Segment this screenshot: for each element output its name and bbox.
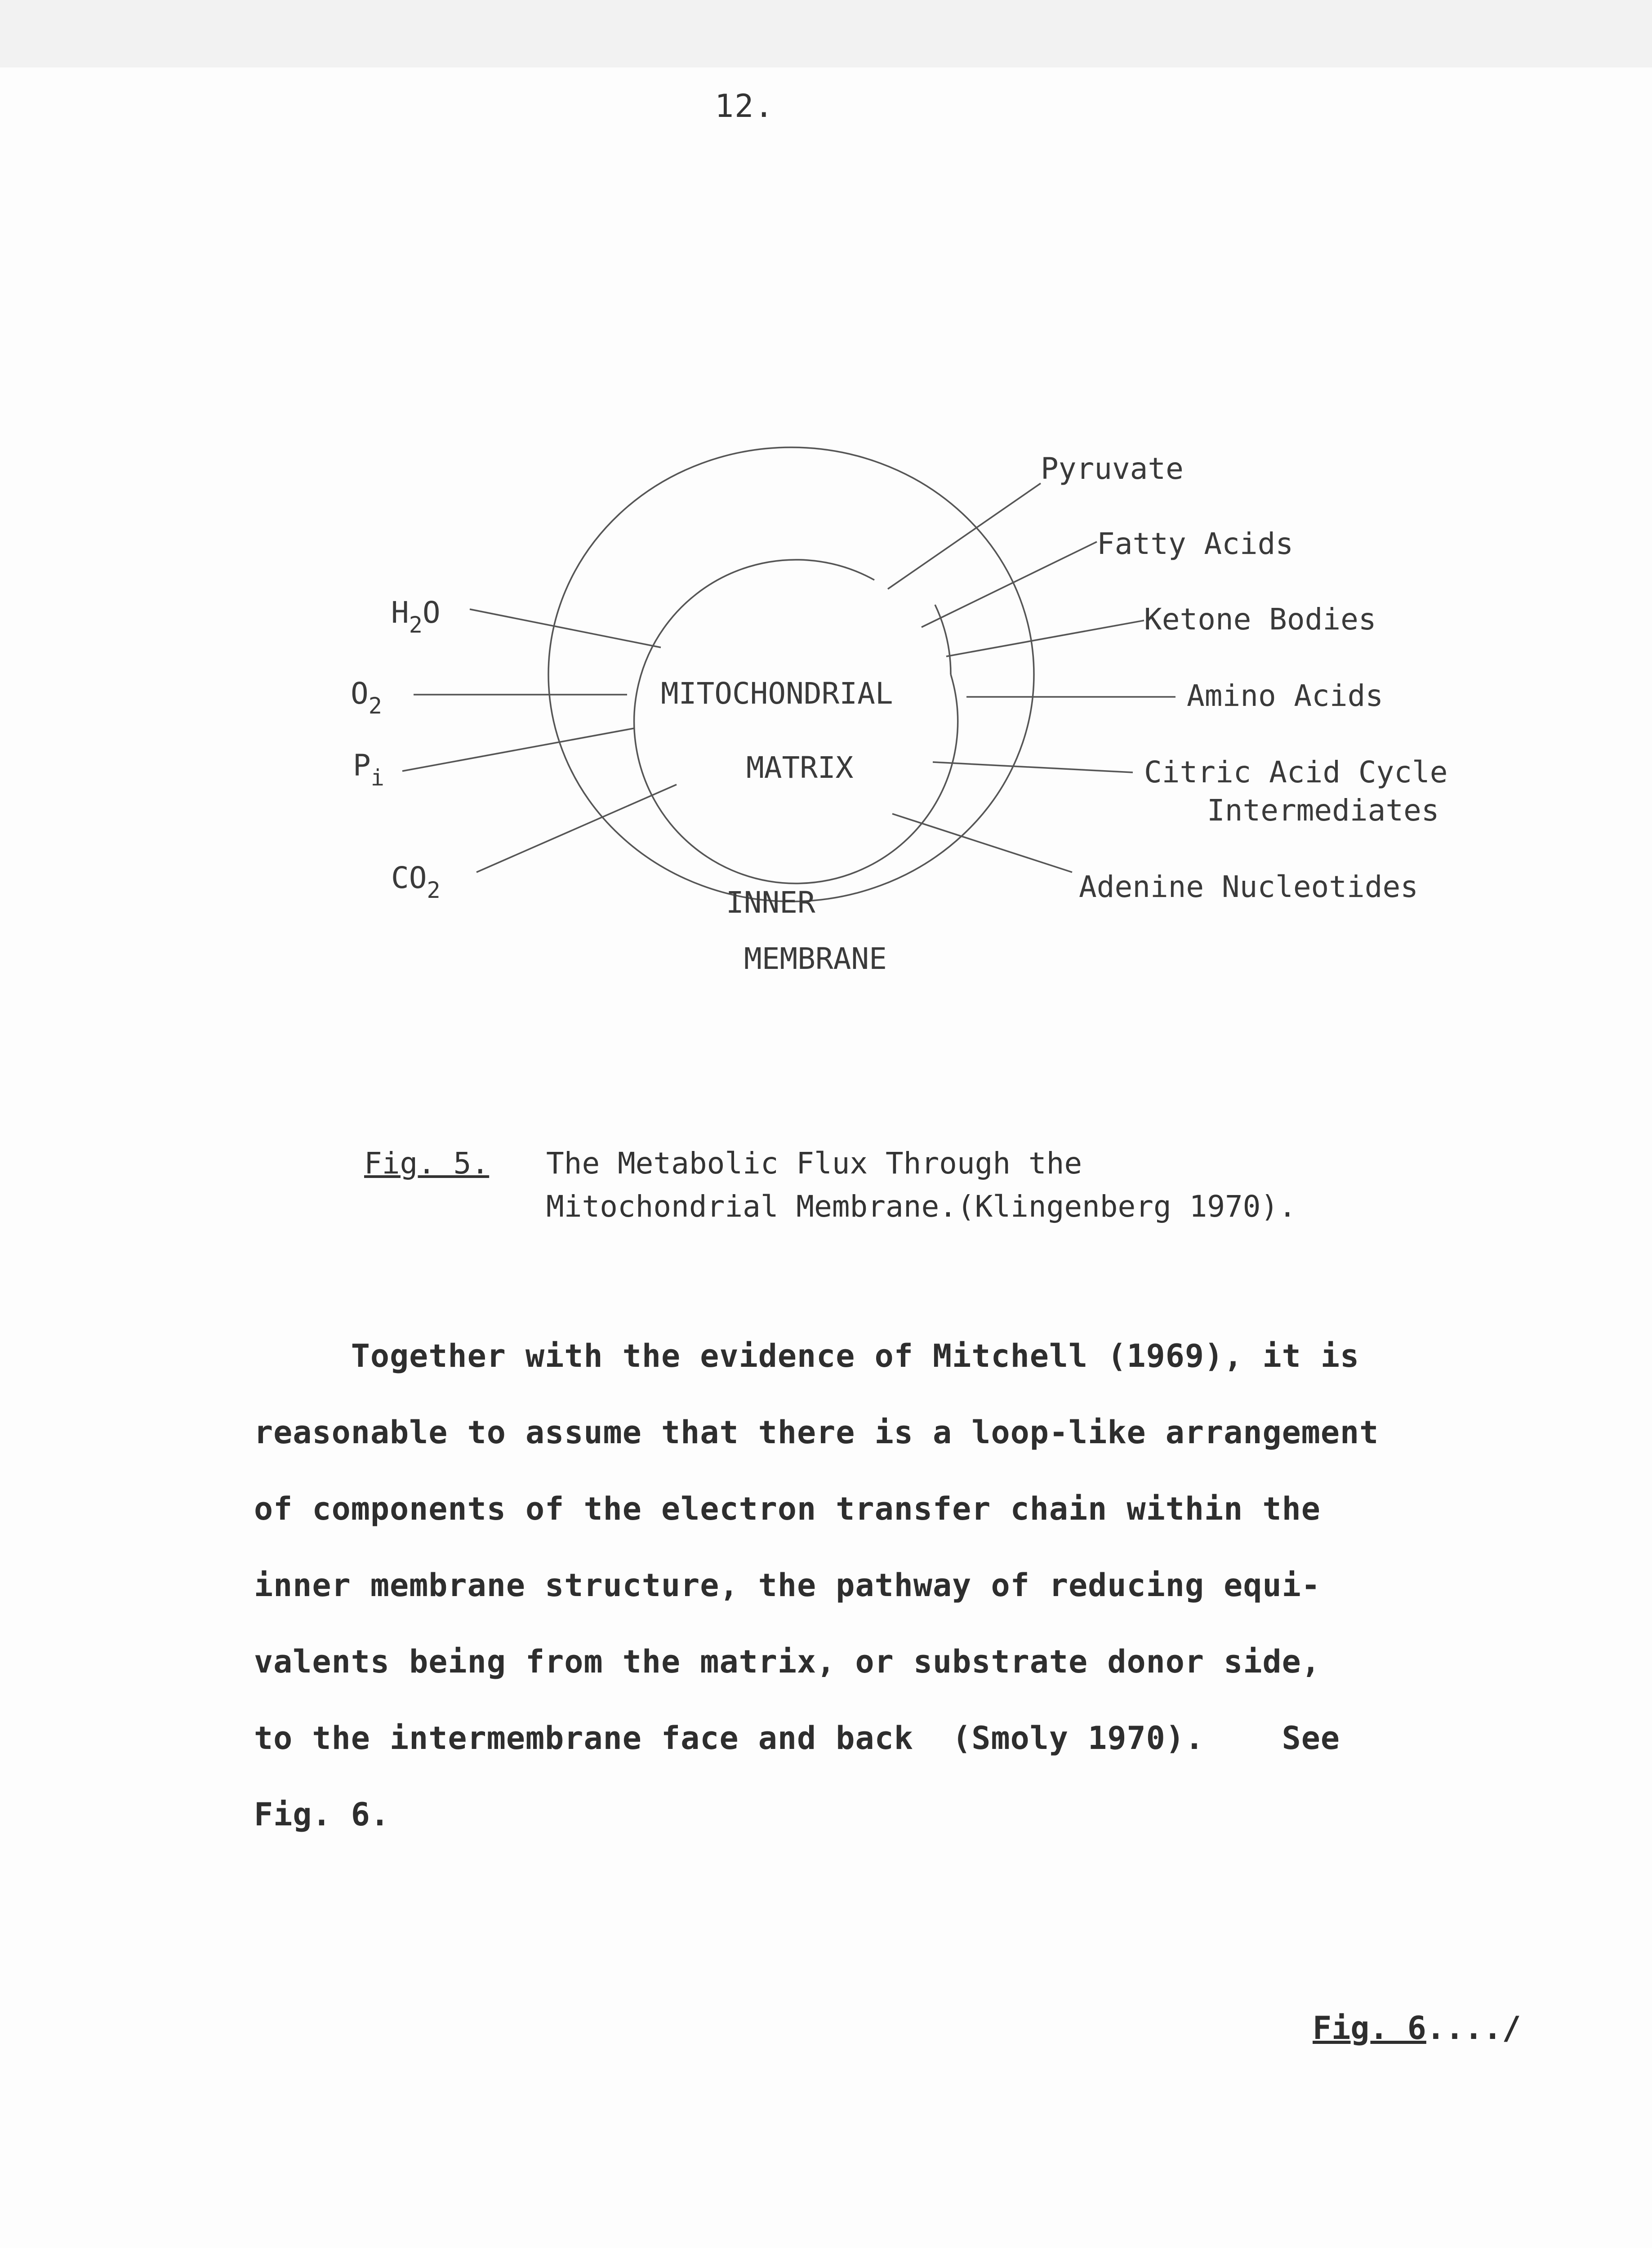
ketone-bodies-line (946, 620, 1144, 656)
body-line: inner membrane structure, the pathway of reducing equi- (254, 1567, 1321, 1604)
caption-line: The Metabolic Flux Through the (546, 1146, 1082, 1181)
fatty-acids-label: Fatty Acids (1097, 526, 1294, 561)
continuation-reference (1313, 2010, 1521, 2047)
citric-acid-line (933, 762, 1133, 772)
page-number: 12. (715, 88, 775, 125)
body-line: Together with the evidence of Mitchell (1969), it is (254, 1338, 1360, 1374)
center-label-line1: MITOCHONDRIAL (661, 676, 893, 711)
outer-membrane-circle (548, 447, 1034, 901)
pyruvate-label: Pyruvate (1041, 451, 1184, 486)
continuation-ref-label: Fig. 6 (1313, 2010, 1426, 2047)
body-line: valents being from the matrix, or substrate donor side, (254, 1643, 1321, 1680)
body-line: of components of the electron transfer chain within the (254, 1490, 1321, 1527)
co2-label: $CO_2$ (391, 861, 441, 903)
o2-label: $O_2$ (351, 676, 382, 719)
h2o-label: $H_2O$ (391, 595, 441, 638)
adenine-label: Adenine Nucleotides (1079, 870, 1418, 904)
inner-membrane-arc-right (935, 605, 951, 674)
adenine-line (892, 814, 1072, 872)
pi-label: $P_i$ (353, 748, 384, 791)
caption-line: Mitochondrial Membrane.(Klingenberg 1970). (546, 1189, 1296, 1224)
continuation-ref-tail: ..../ (1426, 2010, 1521, 2047)
body-line: Fig. 6. (254, 1796, 390, 1833)
body-line: reasonable to assume that there is a loop-like arrangement (254, 1414, 1379, 1451)
pyruvate-line (888, 483, 1041, 589)
co2-line (476, 785, 677, 872)
amino-acids-label: Amino Acids (1187, 678, 1384, 713)
caption-label: Fig. 5. (364, 1146, 490, 1181)
membrane-label-line2: MEMBRANE (744, 941, 887, 976)
citric-acid-label-line2: Intermediates (1207, 793, 1439, 828)
fatty-acids-line (922, 542, 1097, 627)
caption-text (546, 1142, 1296, 1228)
body-line: to the intermembrane face and back (Smoly 1970). See (254, 1720, 1340, 1757)
mitochondria-flux-diagram (0, 0, 1652, 1079)
pi-line (402, 728, 634, 771)
h2o-line (470, 609, 661, 647)
membrane-label-line1: INNER (726, 885, 815, 920)
inner-membrane-arc (634, 560, 958, 883)
ketone-bodies-label: Ketone Bodies (1144, 602, 1376, 637)
center-label-line2: MATRIX (746, 750, 854, 785)
citric-acid-label: Citric Acid Cycle (1144, 755, 1448, 789)
